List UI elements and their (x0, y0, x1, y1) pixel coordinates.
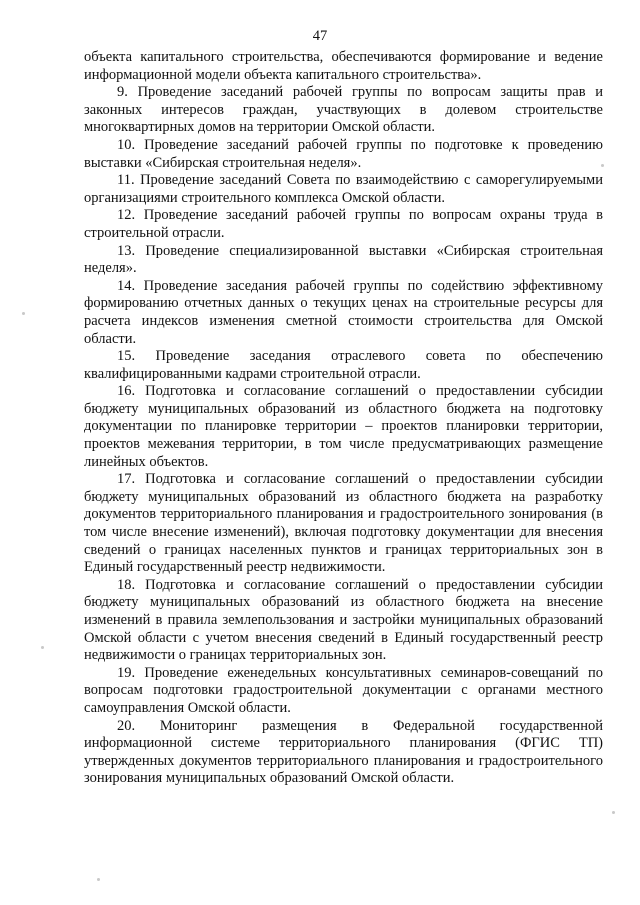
paragraph-item-13: 13. Проведение специализированной выставки «Сибирская строительная неделя». (84, 242, 603, 277)
page-number: 47 (312, 28, 328, 44)
scan-speck (612, 811, 615, 814)
scan-speck (41, 646, 44, 649)
paragraph-item-20: 20. Мониторинг размещения в Федеральной государственной информационной системе территориального планирования (ФГИС ТП) утвержденных документов территориального планирования и градостроительного зонирования муниципальных образований Омской области. (84, 717, 603, 787)
document-body (84, 49, 603, 788)
paragraph-item-17: 17. Подготовка и согласование соглашений о предоставлении субсидии бюджету муниципальных образований из областного бюджета на разработку документов территориального планирования и градостроительного зонирования (в том числе внесение изменений), включая подготовку документации для внесения сведений о границах населенных пунктов и границах территориальных зон в Единый государственный реестр недвижимости. (84, 471, 603, 576)
paragraph-continuation: объекта капитального строительства, обеспечиваются формирование и ведение информационной модели объекта капитального строительства». (84, 49, 603, 83)
paragraph-item-14: 14. Проведение заседания рабочей группы по содействию эффективному формированию отчетных данных о текущих ценах на строительные ресурсы для расчета индексов изменения сметной стоимости строительства для Омской области. (84, 277, 603, 347)
paragraph-item-9: 9. Проведение заседаний рабочей группы по вопросам защиты прав и законных интересов граждан, участвующих в долевом строительстве многоквартирных домов на территории Омской области. (84, 84, 603, 136)
paragraph-item-10: 10. Проведение заседаний рабочей группы по подготовке к проведению выставки «Сибирская строительная неделя». (84, 136, 603, 171)
paragraph-item-11: 11. Проведение заседаний Совета по взаимодействию с саморегулируемыми организациями строительного комплекса Омской области. (84, 172, 603, 206)
scan-speck (601, 164, 604, 167)
scan-speck (22, 312, 25, 315)
scan-speck (97, 878, 100, 881)
paragraph-item-19: 19. Проведение еженедельных консультативных семинаров-совещаний по вопросам подготовки градостроительной документации с органами местного самоуправления Омской области. (84, 664, 603, 716)
paragraph-item-16: 16. Подготовка и согласование соглашений о предоставлении субсидии бюджету муниципальных образований из областного бюджета на подготовку документации по планировке территории – проектов планировки территории, проектов межевания территории, в том числе предусматривающих размещение линейных объектов. (84, 383, 603, 470)
paragraph-item-12: 12. Проведение заседаний рабочей группы по вопросам охраны труда в строительной отрасли. (84, 207, 603, 241)
paragraph-item-18: 18. Подготовка и согласование соглашений о предоставлении субсидии бюджету муниципальных образований из областного бюджета на внесение изменений в правила землепользования и застройки муниципальных образований Омской области с учетом внесения сведений в Единый государственный реестр недвижимости о границах территориальных зон. (84, 576, 603, 664)
paragraph-item-15: 15. Проведение заседания отраслевого совета по обеспечению квалифицированными кадрами строительной отрасли. (84, 348, 603, 382)
